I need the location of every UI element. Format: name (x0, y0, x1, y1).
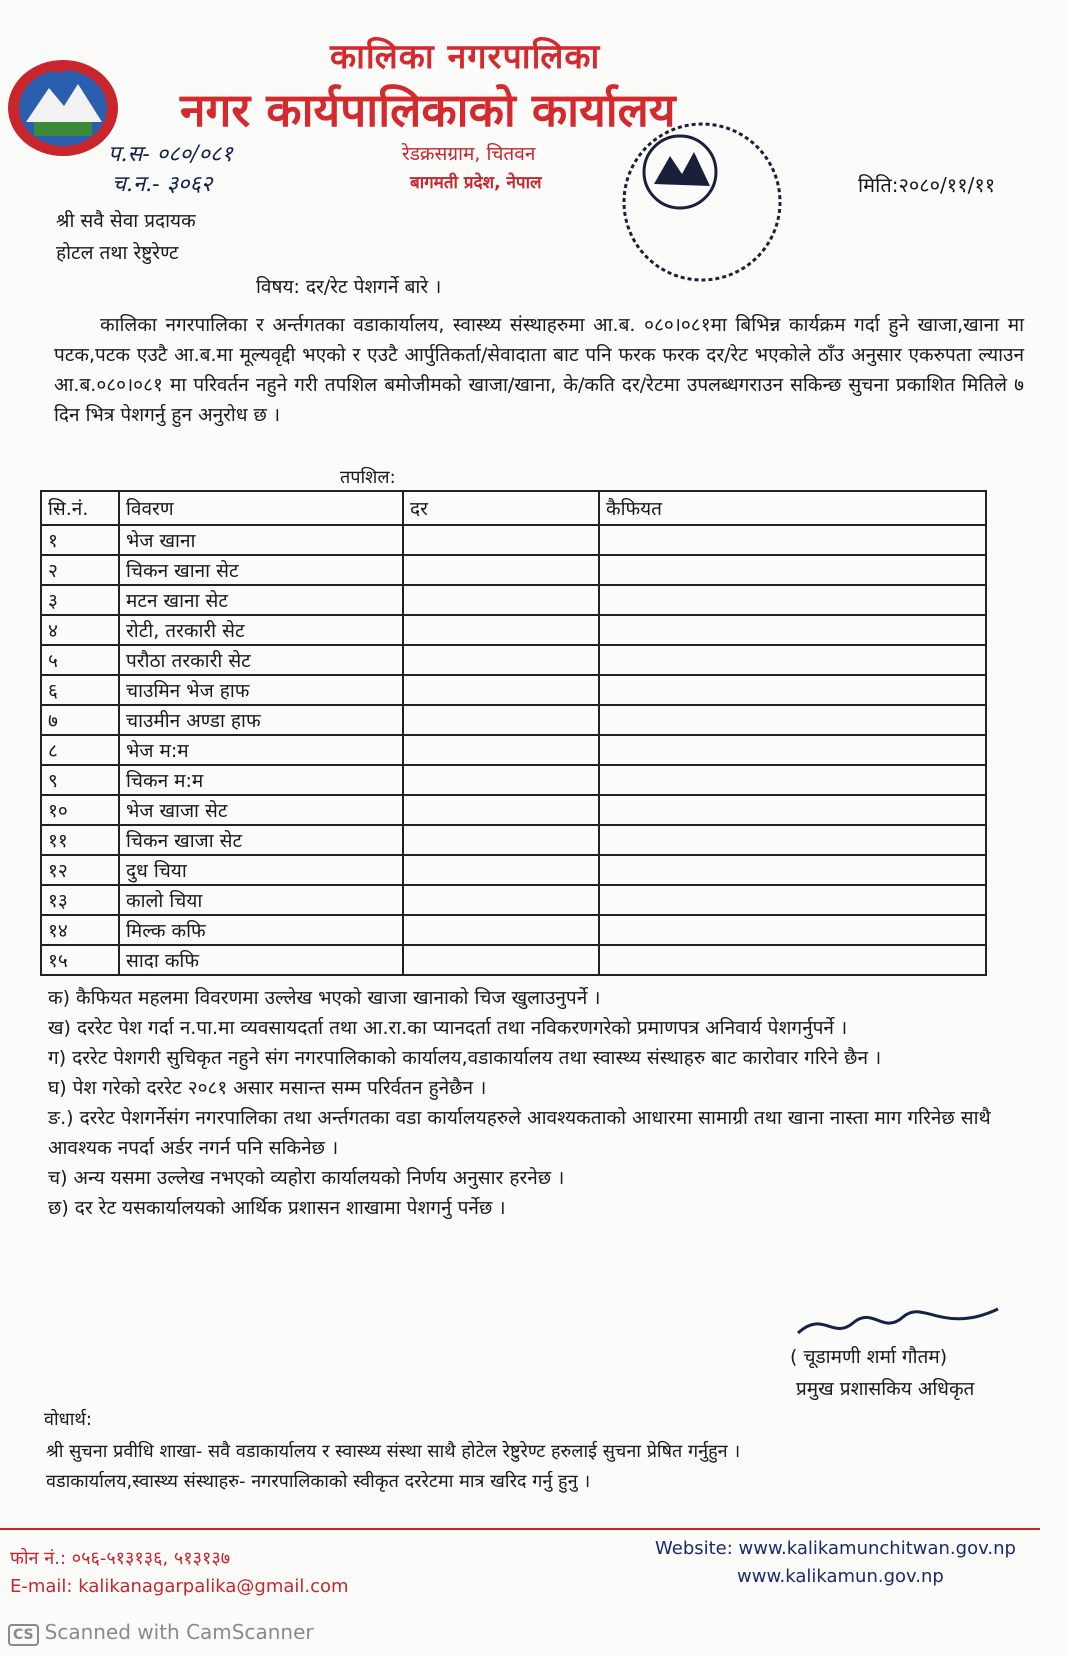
cell-rate (403, 945, 599, 975)
cell-description: दुध चिया (119, 855, 403, 885)
cell-rate (403, 735, 599, 765)
footer-email: E-mail: kalikanagarpalika@gmail.com (10, 1576, 349, 1597)
cell-remarks (599, 825, 986, 855)
cell-description: भेज खाना (119, 525, 403, 555)
table-row (41, 585, 986, 615)
notes-list (48, 983, 1008, 1223)
cell-serial: १५ (41, 945, 119, 975)
letter-date: मिति:२०८०/११/११ (858, 173, 996, 197)
table-row (41, 945, 986, 975)
cell-serial: ५ (41, 645, 119, 675)
cell-rate (403, 765, 599, 795)
cell-serial: १० (41, 795, 119, 825)
table-row (41, 735, 986, 765)
watermark-text: Scanned with CamScanner (44, 1620, 314, 1644)
table-row (41, 645, 986, 675)
header-rate: दर (403, 491, 599, 525)
cell-serial: ९ (41, 765, 119, 795)
cell-serial: १ (41, 525, 119, 555)
cell-serial: १४ (41, 915, 119, 945)
cell-rate (403, 825, 599, 855)
cell-remarks (599, 765, 986, 795)
table-row (41, 825, 986, 855)
recipient-line-1: श्री सवै सेवा प्रदायक (56, 210, 196, 232)
cell-rate (403, 885, 599, 915)
footer-website-1: Website: www.kalikamunchitwan.gov.np (655, 1538, 1016, 1559)
cell-serial: ६ (41, 675, 119, 705)
signatory-name: ( चूडामणी शर्मा गौतम) (790, 1346, 948, 1368)
note-item: क) कैफियत महलमा विवरणमा उल्लेख भएको खाजा खानाको चिज खुलाउनुपर्ने । (48, 987, 601, 1009)
cell-remarks (599, 735, 986, 765)
table-header-row (41, 491, 986, 525)
cell-description: मिल्क कफि (119, 915, 403, 945)
footer-phone: फोन नं.: ०५६-५१३१३६, ५१३१३७ (10, 1548, 231, 1569)
cell-serial: ८ (41, 735, 119, 765)
camscanner-logo-icon: CS (8, 1624, 39, 1646)
cell-remarks (599, 525, 986, 555)
header-description: विवरण (119, 491, 403, 525)
cell-description: चिकन खाना सेट (119, 555, 403, 585)
official-seal-icon (612, 112, 792, 292)
header-serial: सि.नं. (41, 491, 119, 525)
note-item: घ) पेश गरेको दररेट २०८१ असार मसान्त सम्म परिर्वतन हुनेछैन । (48, 1077, 487, 1099)
note-item: ङ.) दररेट पेशगर्नेसंग नगरपालिका तथा अर्न्तगतका वडा कार्यालयहरुले आवश्यकताको आधारमा सामाग्री तथा खाना नास्ता माग गरिनेछ साथै आवश्यक नपर्दा अर्डर नगर्न पनि सकिनेछ । (48, 1107, 991, 1159)
cell-remarks (599, 855, 986, 885)
cell-rate (403, 615, 599, 645)
table-row (41, 525, 986, 555)
dispatch-number: च.न.- ३०६२ (112, 172, 213, 197)
note-item: छ) दर रेट यसकार्यालयको आर्थिक प्रशासन शाखामा पेशगर्नु पर्नेछ । (48, 1197, 506, 1219)
cell-serial: २ (41, 555, 119, 585)
cell-rate (403, 525, 599, 555)
footer-websites (655, 1535, 1016, 1591)
table-row (41, 885, 986, 915)
cell-description: मटन खाना सेट (119, 585, 403, 615)
cell-rate (403, 585, 599, 615)
cell-description: रोटी, तरकारी सेट (119, 615, 403, 645)
cell-description: चाउमीन अण्डा हाफ (119, 705, 403, 735)
table-caption: तपशिल: (340, 467, 396, 488)
footer-website-2: www.kalikamun.gov.np (737, 1566, 944, 1587)
cell-remarks (599, 945, 986, 975)
cell-remarks (599, 585, 986, 615)
cell-serial: १३ (41, 885, 119, 915)
footer-divider (0, 1528, 1040, 1530)
cc-heading: वोधार्थ: (44, 1409, 92, 1430)
signature-icon (793, 1305, 1003, 1345)
cell-serial: ३ (41, 585, 119, 615)
nepal-emblem-icon (4, 52, 122, 160)
cell-remarks (599, 915, 986, 945)
cell-rate (403, 855, 599, 885)
letter-number: प.स- ०८०/०८१ (108, 142, 233, 167)
table-row (41, 705, 986, 735)
header-remarks: कैफियत (599, 491, 986, 525)
cell-serial: ११ (41, 825, 119, 855)
cell-remarks (599, 885, 986, 915)
table-body (41, 525, 986, 975)
recipient-line-2: होटल तथा रेष्टुरेण्ट (56, 242, 179, 264)
office-name: नगर कार्यपालिकाको कार्यालय (180, 83, 676, 137)
cell-rate (403, 675, 599, 705)
table-row (41, 675, 986, 705)
signatory-title: प्रमुख प्रशासकिय अधिकृत (796, 1378, 975, 1400)
municipality-name: कालिका नगरपालिका (330, 37, 601, 77)
table-row (41, 615, 986, 645)
cell-serial: ७ (41, 705, 119, 735)
note-item: ग) दररेट पेशगरी सुचिकृत नहुने संग नगरपालिकाको कार्यालय,वडाकार्यालय तथा स्वास्थ्य संस्थाहरु बाट कारोवार गरिने छैन । (48, 1047, 882, 1069)
cell-description: कालो चिया (119, 885, 403, 915)
table-row (41, 555, 986, 585)
cell-description: चिकन म:म (119, 765, 403, 795)
footer-contact (10, 1545, 349, 1601)
cell-remarks (599, 645, 986, 675)
table-row (41, 765, 986, 795)
rate-table (40, 490, 987, 976)
table-row (41, 795, 986, 825)
cc-line-1: श्री सुचना प्रवीधि शाखा- सवै वडाकार्यालय र स्वास्थ्य संस्था साथै होटेल रेष्टुरेण्ट हरुलाई सुचना प्रेषित गर्नुहुन । (46, 1441, 741, 1462)
cell-rate (403, 915, 599, 945)
cell-serial: ४ (41, 615, 119, 645)
cell-remarks (599, 795, 986, 825)
cell-description: चाउमिन भेज हाफ (119, 675, 403, 705)
note-item: च) अन्य यसमा उल्लेख नभएको व्यहोरा कार्यालयको निर्णय अनुसार हरनेछ । (48, 1167, 565, 1189)
cell-rate (403, 555, 599, 585)
cell-serial: १२ (41, 855, 119, 885)
cell-description: भेज खाजा सेट (119, 795, 403, 825)
cell-remarks (599, 555, 986, 585)
subject-line: विषय: दर/रेट पेशगर्ने बारे । (256, 276, 442, 298)
note-item: ख) दररेट पेश गर्दा न.पा.मा व्यवसायदर्ता तथा आ.रा.का प्यानदर्ता तथा नविकरणगरेको प्रमाणपत्र अनिवार्य पेशगर्नुपर्ने । (48, 1017, 848, 1039)
cell-remarks (599, 705, 986, 735)
cell-description: चिकन खाजा सेट (119, 825, 403, 855)
cc-line-2: वडाकार्यालय,स्वास्थ्य संस्थाहरु- नगरपालिकाको स्वीकृत दररेटमा मात्र खरिद गर्नु हुनु । (46, 1471, 591, 1492)
camscanner-watermark (8, 1620, 314, 1646)
cell-remarks (599, 615, 986, 645)
cell-description: परौठा तरकारी सेट (119, 645, 403, 675)
body-paragraph: कालिका नगरपालिका र अर्न्तगतका वडाकार्यालय, स्वास्थ्य संस्थाहरुमा आ.ब. ०८०।०८१मा बिभिन्न कार्यक्रम गर्दा हुने खाजा,खाना मा पटक,पटक एउटै आ.ब.मा मूल्यवृद्दी भएको र एउटै आर्पुतिकर्ता/सेवादाता बाट पनि फरक फरक दर/रेट भएकोले ठाँउ अनुसार एकरुपता ल्याउन आ.ब.०८०।०८१ मा परिवर्तन नहुने गरी तपशिल बमोजीमको खाजा/खाना, के/कति दर/रेटमा उपलब्धगराउन सकिन्छ सुचना प्रकाशित मितिले ७ दिन भित्र पेशगर्नु हुन अनुरोध छ । (54, 314, 1024, 426)
cell-remarks (599, 675, 986, 705)
cell-rate (403, 645, 599, 675)
cell-description: भेज म:म (119, 735, 403, 765)
office-province: बागमती प्रदेश, नेपाल (410, 173, 542, 193)
table-row (41, 855, 986, 885)
office-address: रेडक्रसग्राम, चितवन (402, 143, 536, 165)
table-row (41, 915, 986, 945)
cell-rate (403, 705, 599, 735)
cell-rate (403, 795, 599, 825)
cell-description: सादा कफि (119, 945, 403, 975)
